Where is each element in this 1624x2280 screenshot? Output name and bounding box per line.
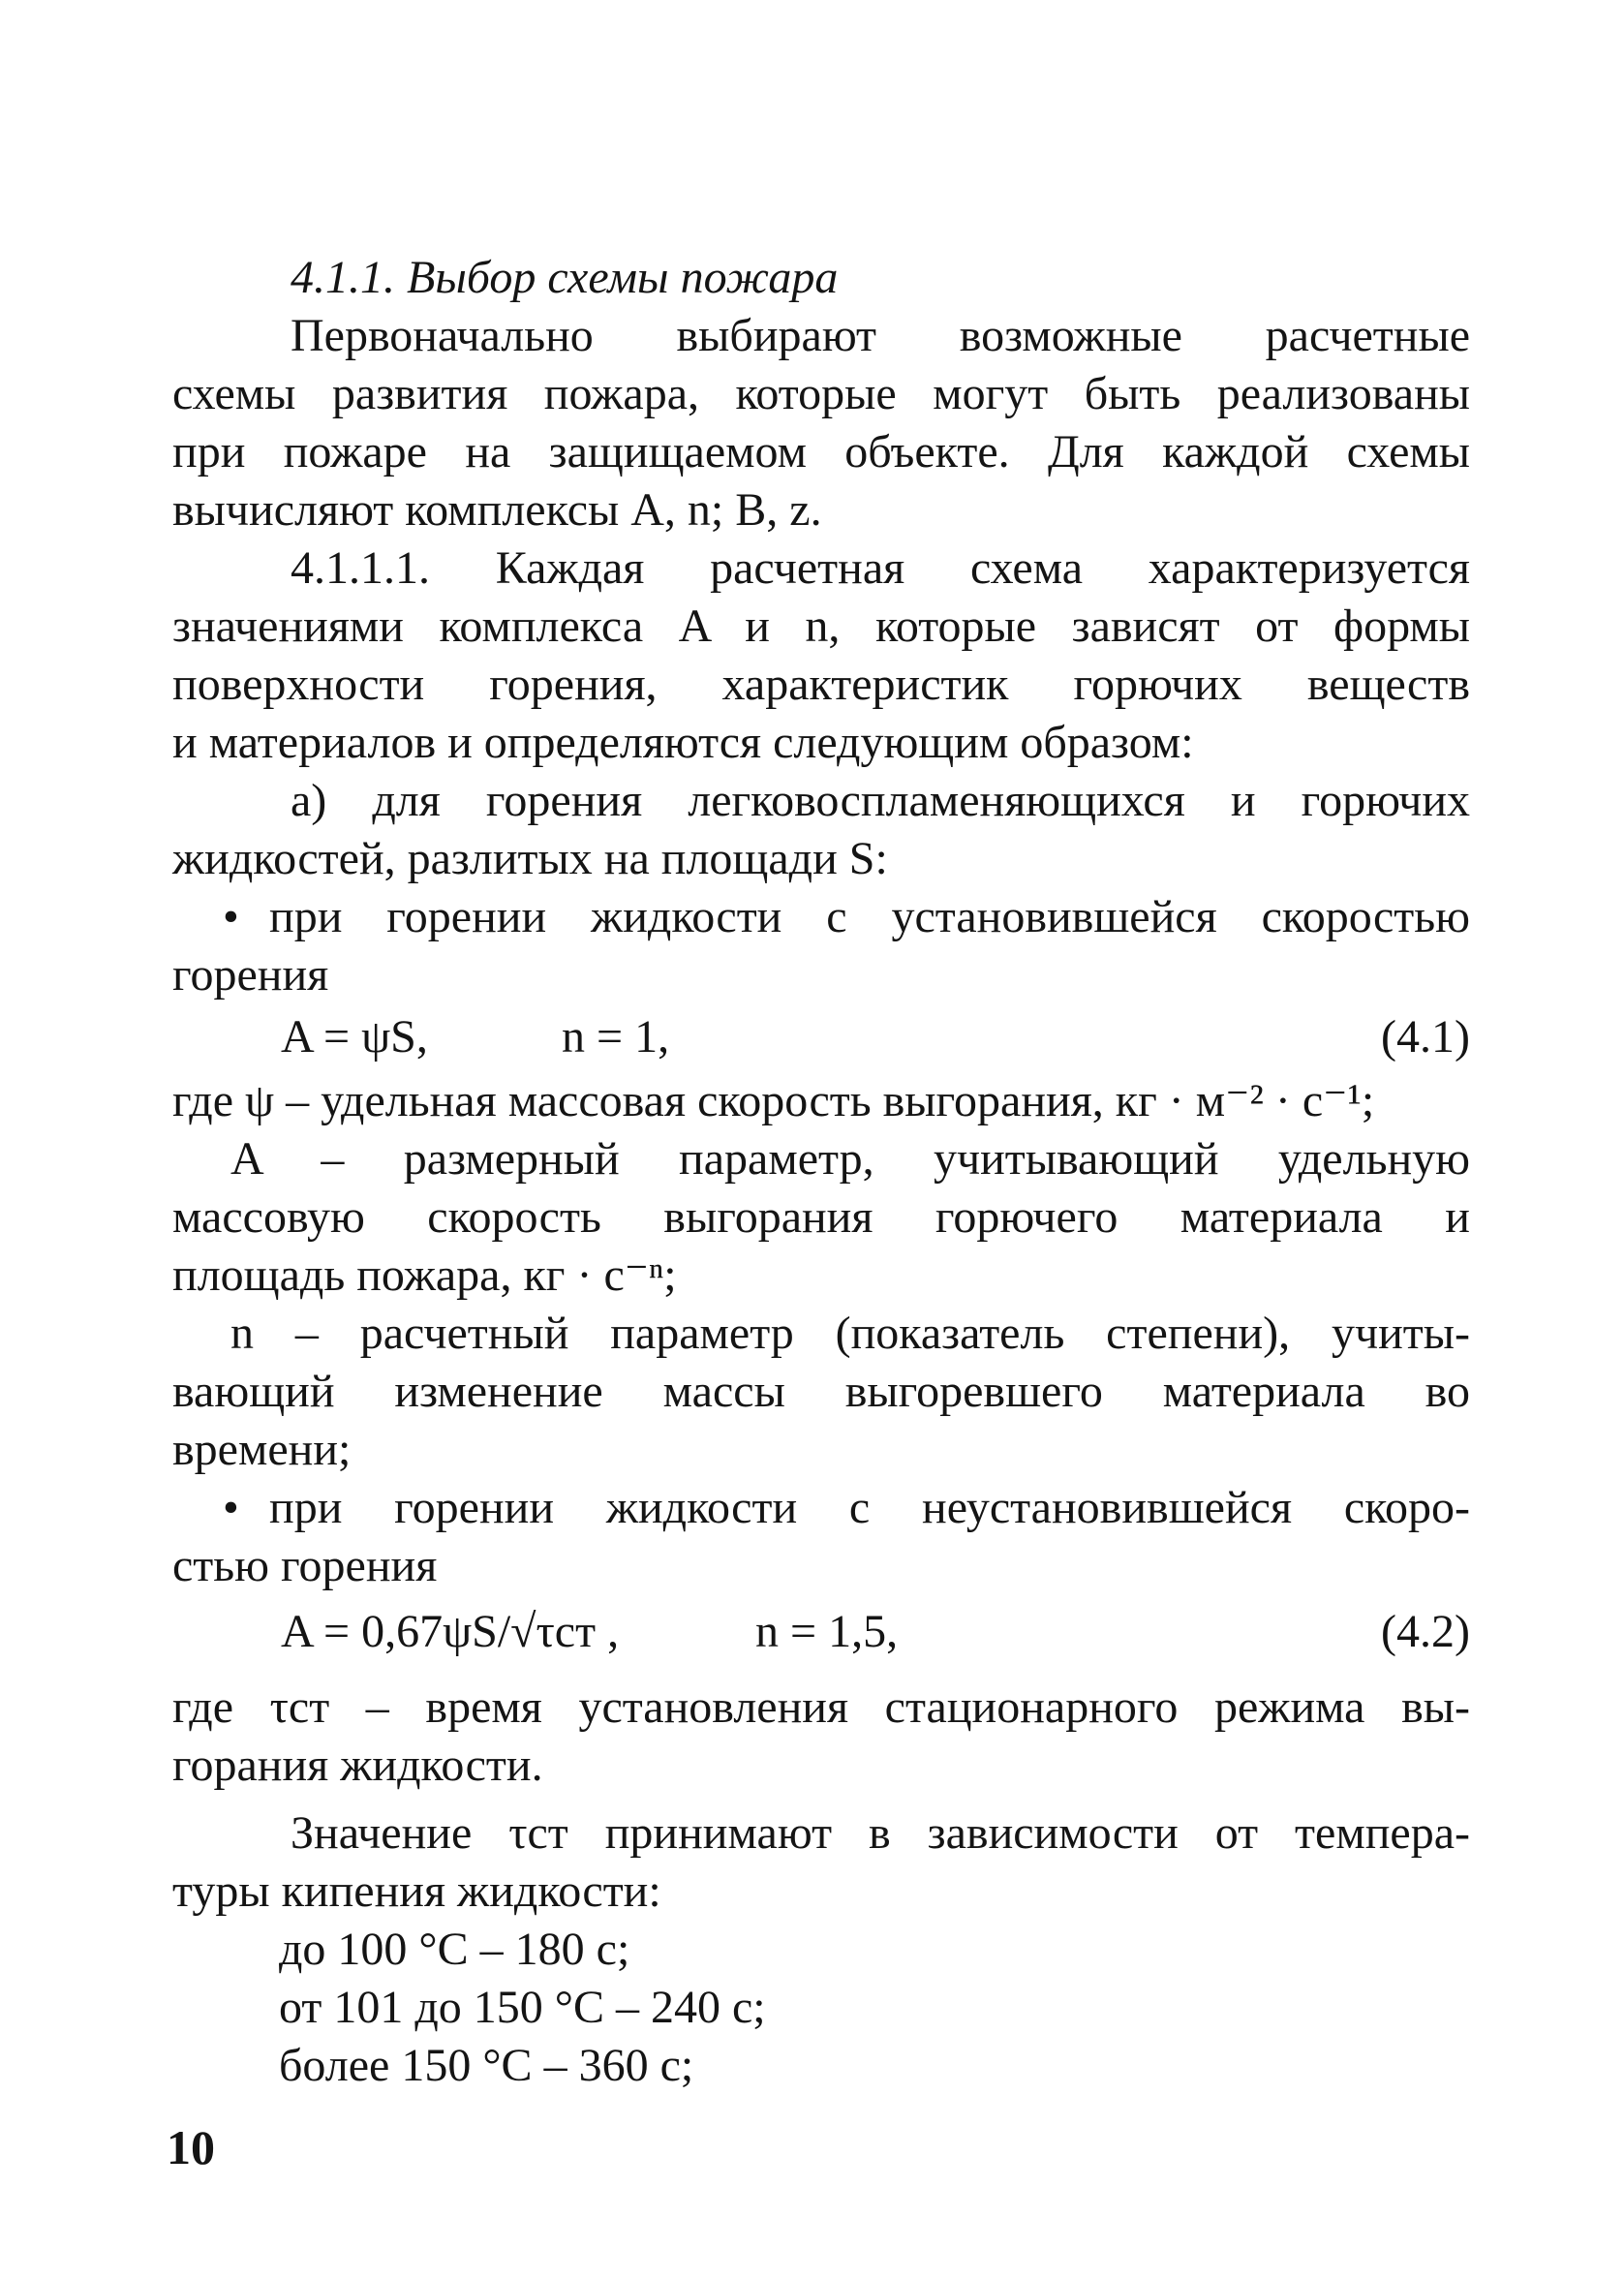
bullet-icon: • (223, 1482, 239, 1533)
paragraph-line: горения (172, 949, 329, 1001)
list-item: от 101 до 150 °С – 240 с; (279, 1982, 766, 2033)
section-heading: 4.1.1. Выбор схемы пожара (291, 252, 839, 303)
definition-line: площадь пожара, кг · с⁻ⁿ; (172, 1249, 677, 1301)
bullet-item: • при горении жидкости с установившейся скоростью (223, 889, 1470, 945)
paragraph-line: при пожаре на защищаемом объекте. Для каждой схемы (172, 426, 1470, 478)
paragraph-line: туры кипения жидкости: (172, 1865, 661, 1917)
paragraph-line: Первоначально выбирают возможные расчетные (291, 310, 1470, 361)
equation-4-1 (281, 1009, 1470, 1065)
equation-rhs: n = 1, (562, 1011, 670, 1063)
equation-4-2 (281, 1604, 1470, 1660)
paragraph-line: 4.1.1.1. Каждая расчетная схема характеризуется (291, 542, 1470, 594)
list-item: до 100 °С – 180 с; (279, 1924, 630, 1975)
paragraph-line: значениями комплекса A и n, которые зависят от формы (172, 601, 1470, 652)
equation-lhs: A = ψS, (281, 1011, 428, 1063)
bullet-icon: • (223, 891, 239, 942)
definition-line: где τст – время установления стационарного режима вы- (172, 1681, 1470, 1733)
definition-line: горания жидкости. (172, 1740, 543, 1791)
paragraph-line: поверхности горения, характеристик горючих веществ (172, 659, 1470, 710)
equation-number: (4.1) (1381, 1011, 1470, 1063)
definition-line: вающий изменение массы выгоревшего материала во (172, 1366, 1470, 1417)
bullet-item: • при горении жидкости с неустановившейся скоро- (223, 1480, 1470, 1536)
paragraph-line: а) для горения легковоспламеняющихся и горючих (291, 775, 1470, 826)
paragraph-line: жидкостей, разлитых на площади S: (172, 833, 888, 884)
equation-number: (4.2) (1381, 1606, 1470, 1657)
list-item: более 150 °С – 360 с; (279, 2040, 694, 2091)
definition-line: A – размерный параметр, учитывающий удельную (230, 1133, 1470, 1185)
equation-rhs: n = 1,5, (755, 1606, 899, 1657)
definition-line: n – расчетный параметр (показатель степени), учиты- (230, 1308, 1470, 1359)
paragraph-line: схемы развития пожара, которые могут быть реализованы (172, 368, 1470, 419)
paragraph-line: вычисляют комплексы A, n; B, z. (172, 484, 822, 536)
paragraph-line: Значение τст принимают в зависимости от темпера- (291, 1807, 1470, 1859)
page-number: 10 (167, 2120, 215, 2174)
definition-line: времени; (172, 1424, 352, 1475)
paragraph-line: и материалов и определяются следующим образом: (172, 717, 1194, 768)
definition-line: где ψ – удельная массовая скорость выгорания, кг · м⁻² · с⁻¹; (172, 1075, 1375, 1126)
definition-line: массовую скорость выгорания горючего материала и (172, 1191, 1470, 1243)
equation-lhs: A = 0,67ψS/√τст , (281, 1606, 620, 1657)
paragraph-line: стью горения (172, 1540, 438, 1591)
